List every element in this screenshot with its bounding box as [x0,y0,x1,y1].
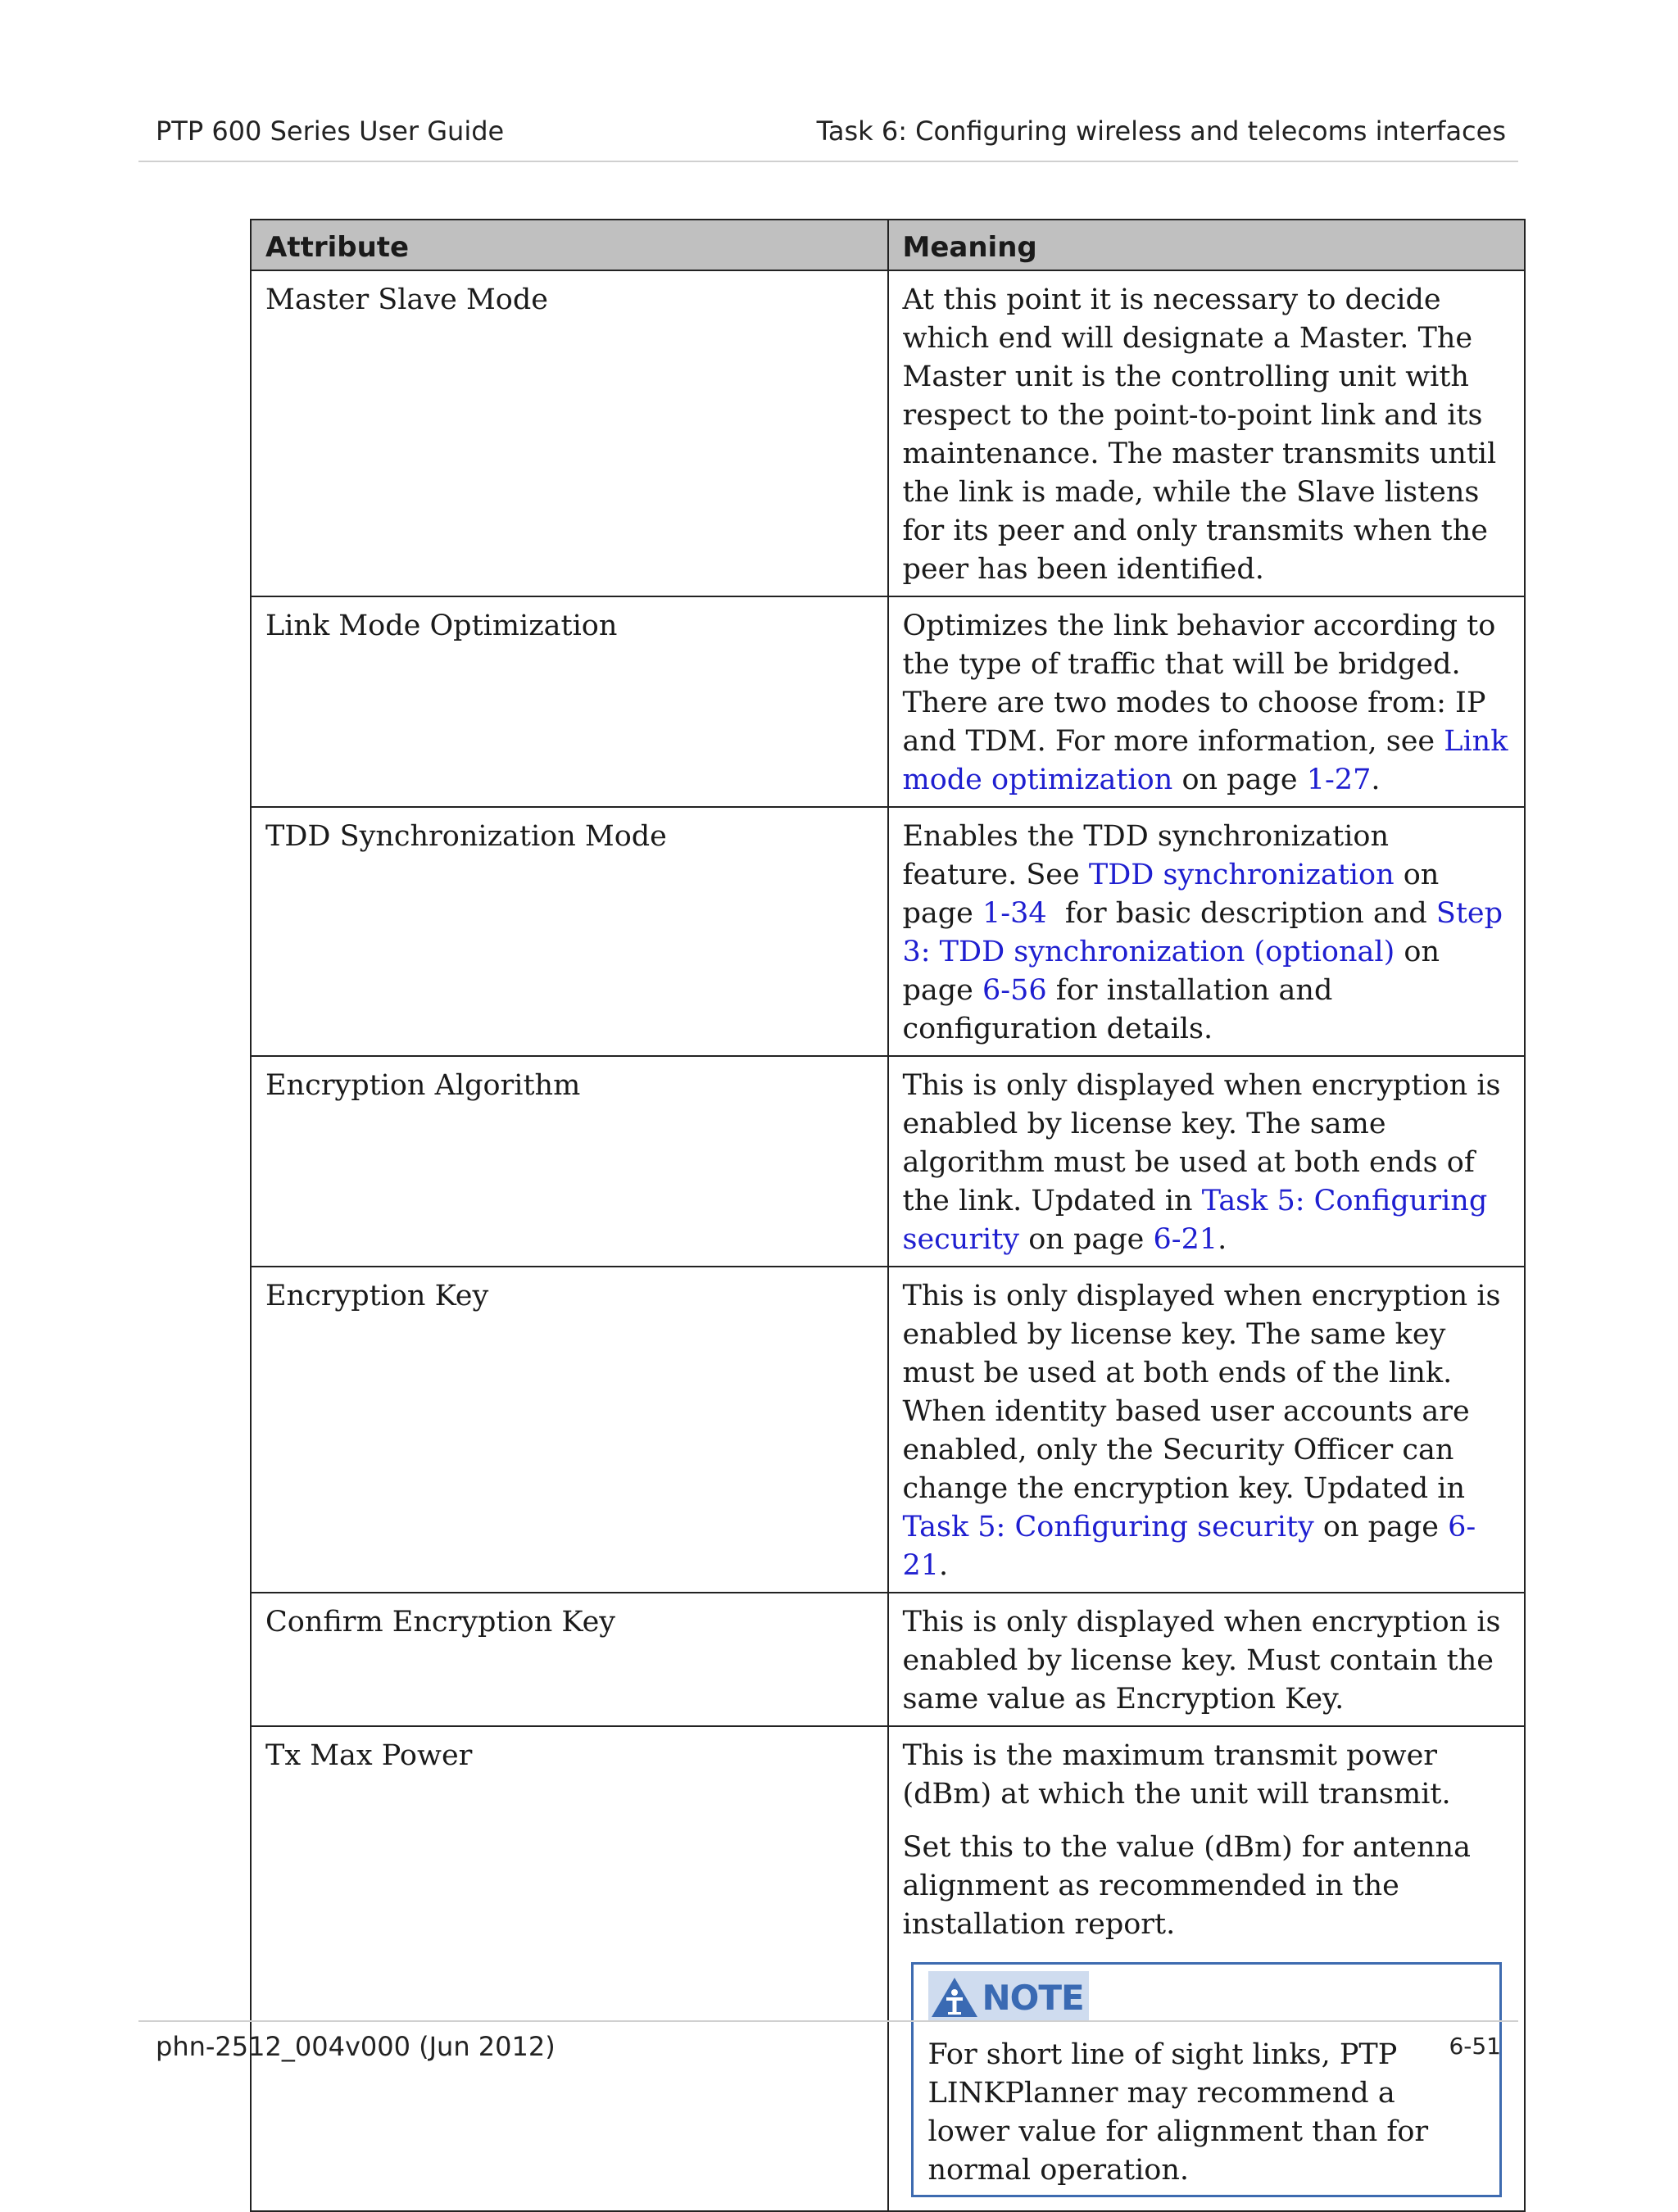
page-ref-link[interactable]: 1-34 [982,897,1047,930]
attribute-cell: Tx Max Power [251,1726,888,2211]
attribute-cell: Encryption Key [251,1267,888,1593]
meaning-text: on page [1019,1223,1154,1256]
note-label: NOTE [982,1977,1084,2018]
page-header [138,112,1518,150]
page-footer [138,2028,1518,2069]
header-section-title: Task 6: Configuring wireless and telecoms interfaces [816,116,1506,147]
page-ref-link[interactable]: 6-21 [1153,1223,1218,1256]
task-5-security-link[interactable]: Task 5: Configuring security [902,1511,1314,1543]
meaning-text: on page [1313,1511,1449,1543]
page-ref-link[interactable]: 6-56 [982,974,1047,1007]
meaning-text: . [1371,764,1381,796]
meaning-paragraph: Set this to the value (dBm) for antenna alignment as recommended in the installation report. [902,1831,1471,1941]
note-box [911,1962,1503,2197]
task-5-security-link[interactable]: Task 5: Configuring security [902,1185,1488,1256]
attribute-cell: TDD Synchronization Mode [251,807,888,1056]
page-ref-link[interactable]: 6-21 [902,1511,1476,1582]
header-doc-title: PTP 600 Series User Guide [156,116,505,147]
table-row [251,807,1525,1056]
meaning-text: on page [902,936,1440,1007]
footer-doc-id: phn-2512_004v000 (Jun 2012) [156,2031,556,2062]
meaning-cell: At this point it is necessary to decide which end will designate a Master. The Master unit is the controlling unit with respect to the point-to-point link and its maintenance. The master transmits until the link is made, while the Slave listens for its peer and only transmits when the peer has been identified. [888,270,1526,596]
table-row [251,596,1525,807]
table-row [251,1593,1525,1726]
table-row [251,270,1525,596]
note-badge [928,1971,1089,2022]
meaning-text: for installation and configuration details. [902,974,1333,1045]
column-header-attribute: Attribute [251,220,888,270]
table-header-row [251,220,1525,270]
meaning-cell [888,596,1526,807]
page-number: 6-51 [1449,2033,1501,2060]
meaning-cell [888,807,1526,1056]
tdd-synchronization-link[interactable]: TDD synchronization [1088,859,1395,891]
meaning-cell: This is only displayed when encryption is enabled by license key. Must contain the same value as Encryption Key. [888,1593,1526,1726]
note-text: For short line of sight links, PTP LINKPlanner may recommend a lower value for alignment than for normal operation. [927,2038,1429,2187]
attribute-cell: Encryption Algorithm [251,1056,888,1267]
footer-divider [138,2020,1518,2022]
meaning-cell [888,1056,1526,1267]
table-row [251,1267,1525,1593]
link-mode-optimization-link[interactable]: Link mode optimization [902,725,1508,796]
meaning-text: Optimizes the link behavior according to the type of traffic that will be bridged. There are two modes to choose from: IP and TDM. For more information, see [902,610,1496,758]
header-divider [138,161,1518,162]
attribute-table [250,219,1526,2212]
page-ref-link[interactable]: 1-27 [1306,764,1372,796]
meaning-text: for basic description and [1046,897,1436,930]
meaning-text: Enables the TDD synchronization feature. See [902,820,1390,891]
attribute-cell: Confirm Encryption Key [251,1593,888,1726]
meaning-paragraph: This is the maximum transmit power (dBm) at which the unit will transmit. [902,1739,1451,1811]
meaning-text: on page [902,859,1440,930]
meaning-text: This is only displayed when encryption is enabled by license key. The same key must be used at both ends of the link. When identity based user accounts are enabled, only the Security Officer can change the encryption key. Updated in [902,1280,1501,1505]
note-icon [930,1976,979,2019]
column-header-meaning: Meaning [888,220,1526,270]
attribute-cell: Master Slave Mode [251,270,888,596]
table-row [251,1056,1525,1267]
meaning-text: . [1218,1223,1227,1256]
meaning-cell [888,1726,1526,2211]
step-3-tdd-link[interactable]: Step 3: TDD synchronization (optional) [902,897,1503,968]
table-row [251,1726,1525,2211]
attribute-cell: Link Mode Optimization [251,596,888,807]
meaning-cell [888,1267,1526,1593]
meaning-text: . [939,1549,949,1582]
meaning-text: on page [1172,764,1307,796]
meaning-text: This is only displayed when encryption is enabled by license key. The same algorithm must be used at both ends of the link. Updated in [902,1069,1501,1217]
